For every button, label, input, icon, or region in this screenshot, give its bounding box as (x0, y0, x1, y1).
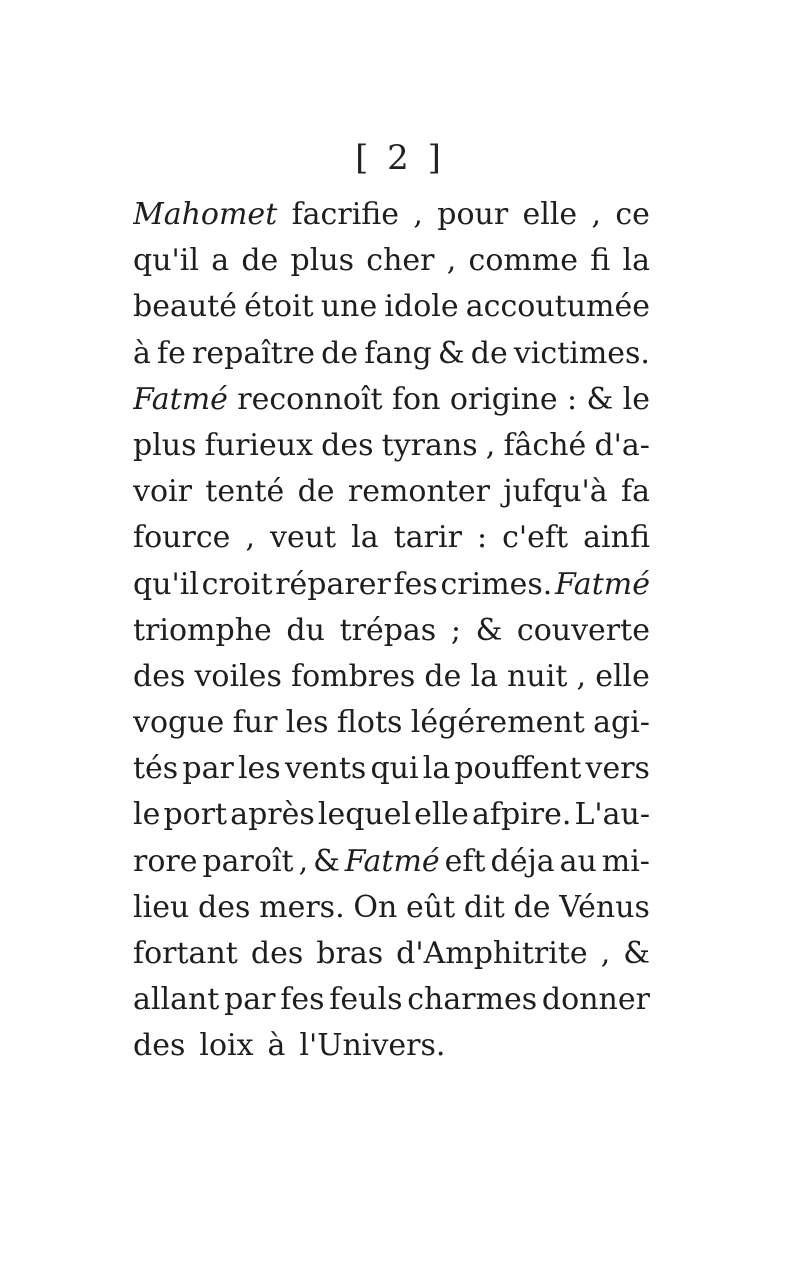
text-word: agi- (593, 705, 650, 741)
text-word: On (353, 889, 398, 925)
text-word: tyrans (381, 427, 478, 463)
text-word: port (163, 797, 228, 833)
text-word: voiles (194, 658, 282, 694)
text-word: plus (133, 427, 197, 463)
text-word: feuls (329, 982, 403, 1018)
text-line (133, 792, 650, 838)
text-word: , (245, 520, 255, 556)
text-word: de (321, 335, 359, 371)
text-word: Fatmé (133, 381, 228, 417)
text-word: qu'il (133, 243, 199, 279)
text-word: Vénus (559, 889, 650, 925)
text-word: nuit (507, 658, 568, 694)
text-word: flots (336, 705, 403, 741)
text-word: qu'il (133, 566, 199, 602)
text-word: croit (201, 566, 273, 602)
text-word: de (513, 889, 551, 925)
text-line (133, 1023, 650, 1069)
text-word: idole (384, 289, 459, 325)
text-line (133, 515, 650, 561)
text-word: d'Amphitrite (396, 936, 588, 971)
text-word: fi (590, 243, 611, 279)
text-word: & (313, 843, 340, 879)
text-word: la (622, 243, 650, 279)
text-word: cher (366, 243, 435, 279)
text-word: ainfi (583, 520, 650, 556)
text-word: a (211, 243, 230, 279)
text-word: elle (414, 797, 469, 833)
text-word: , (413, 197, 423, 232)
text-word: plus (290, 243, 355, 279)
text-word: une (320, 289, 378, 325)
text-word: le (622, 381, 650, 417)
text-word: c'eft (502, 520, 569, 556)
text-word: origine (449, 381, 558, 417)
text-word: qui (370, 751, 419, 787)
text-word: L'au- (574, 797, 650, 833)
text-word: tenté (205, 474, 285, 510)
text-word: lieu (133, 889, 190, 925)
text-word: afpire. (471, 797, 572, 833)
text-word: fombres (290, 658, 416, 694)
text-word: elle (595, 658, 650, 694)
text-word: eft (444, 843, 486, 879)
text-word: remonter (347, 474, 490, 510)
text-word: beauté (133, 289, 237, 325)
text-word: au (559, 843, 597, 879)
text-word: donner (541, 982, 650, 1018)
text-word: fe (157, 335, 186, 371)
text-word: les (237, 751, 281, 787)
text-line (133, 746, 650, 792)
text-word: les (285, 705, 329, 741)
text-word: par (224, 982, 276, 1018)
text-word: après (230, 797, 315, 833)
text-word: tarir (393, 520, 462, 556)
text-word: dit (463, 889, 505, 925)
text-line (133, 238, 650, 284)
text-word: la (470, 658, 498, 694)
text-line (133, 885, 650, 931)
text-word: & (586, 381, 614, 417)
text-word: d'a- (594, 427, 650, 463)
text-word: pouffent (454, 751, 582, 787)
text-word: lequel (317, 797, 412, 833)
text-word: vers (585, 751, 650, 787)
text-word: , (600, 936, 611, 971)
text-word: déja (490, 843, 555, 879)
text-word: légérement (410, 705, 585, 741)
text-word: de (297, 474, 335, 510)
text-line (133, 284, 650, 330)
text-word: charmes (407, 982, 538, 1018)
text-word: fâché (503, 427, 587, 463)
text-word: des (321, 427, 374, 463)
text-word: Fatmé (344, 843, 440, 879)
text-word: allant (133, 982, 220, 1018)
text-word: vogue (133, 705, 225, 741)
text-word: mers. (259, 889, 345, 925)
text-word: tés (133, 751, 179, 787)
text-line (133, 654, 650, 700)
text-word: l'Univers. (299, 1028, 446, 1064)
text-word: reconnoît (237, 381, 383, 417)
text-word: jufqu'à (503, 474, 608, 510)
text-word: de (470, 335, 508, 371)
text-word: victimes. (513, 335, 650, 371)
text-word: fur (232, 705, 278, 741)
text-word: crimes. (440, 566, 553, 602)
text-word: du (286, 612, 325, 648)
text-word: , (485, 427, 496, 463)
text-word: voir (133, 474, 192, 510)
text-line (133, 839, 650, 885)
text-word: de (424, 658, 462, 694)
text-word: & (623, 936, 650, 971)
text-word: ce (615, 197, 650, 232)
text-line (133, 192, 650, 238)
text-line (133, 469, 650, 515)
text-word: facrifie (291, 197, 400, 232)
text-word: trépas (339, 612, 437, 648)
text-word: fa (620, 474, 650, 510)
text-word: fang (364, 335, 432, 371)
text-word: à (267, 1028, 286, 1064)
text-word: fes (393, 566, 438, 602)
body-text (133, 192, 650, 1070)
text-word: des (133, 1028, 186, 1064)
text-line (133, 608, 650, 654)
text-line (133, 331, 650, 377)
text-word: vents (284, 751, 367, 787)
text-word: fon (391, 381, 441, 417)
text-word: des (198, 889, 251, 925)
text-word: : (476, 520, 488, 556)
text-line (133, 931, 650, 977)
text-word: des (133, 658, 186, 694)
text-word: : (567, 381, 578, 417)
text-word: paroît (202, 843, 294, 879)
text-word: comme (468, 243, 579, 279)
text-word: fource (133, 520, 231, 556)
text-word: pour (437, 197, 509, 232)
text-word: la (422, 751, 451, 787)
text-line (133, 562, 650, 608)
text-word: accoutumée (465, 289, 650, 325)
text-word: réparer (275, 566, 391, 602)
page-number: [ 2 ] (355, 138, 445, 178)
text-word: par (182, 751, 234, 787)
text-line (133, 423, 650, 469)
text-line (133, 700, 650, 746)
text-word: repaître (192, 335, 315, 371)
text-word: ; (450, 612, 461, 648)
text-word: furieux (204, 427, 314, 463)
text-word: mi- (601, 843, 650, 879)
text-word: étoit (244, 289, 314, 325)
text-word: & (475, 612, 503, 648)
text-word: veut (270, 520, 337, 556)
text-word: rore (133, 843, 198, 879)
text-word: Fatmé (555, 566, 650, 602)
text-word: fortant (133, 936, 238, 971)
text-word: & (437, 335, 465, 371)
text-word: bras (316, 936, 384, 971)
text-line (133, 977, 650, 1023)
text-word: couverte (516, 612, 650, 648)
text-word: loix (199, 1028, 254, 1064)
text-word: à (133, 335, 151, 371)
text-word: triomphe (133, 612, 272, 648)
text-word: Mahomet (133, 197, 278, 232)
text-word: , (446, 243, 457, 279)
text-line (133, 377, 650, 423)
text-word: , (576, 658, 587, 694)
text-word: , (591, 197, 602, 232)
text-word: le (133, 797, 161, 833)
text-word: fes (280, 982, 325, 1018)
text-word: , (298, 843, 309, 879)
text-word: de (241, 243, 279, 279)
text-word: la (351, 520, 379, 556)
text-word: des (250, 936, 304, 971)
text-word: eût (406, 889, 456, 925)
text-word: elle (522, 197, 578, 232)
